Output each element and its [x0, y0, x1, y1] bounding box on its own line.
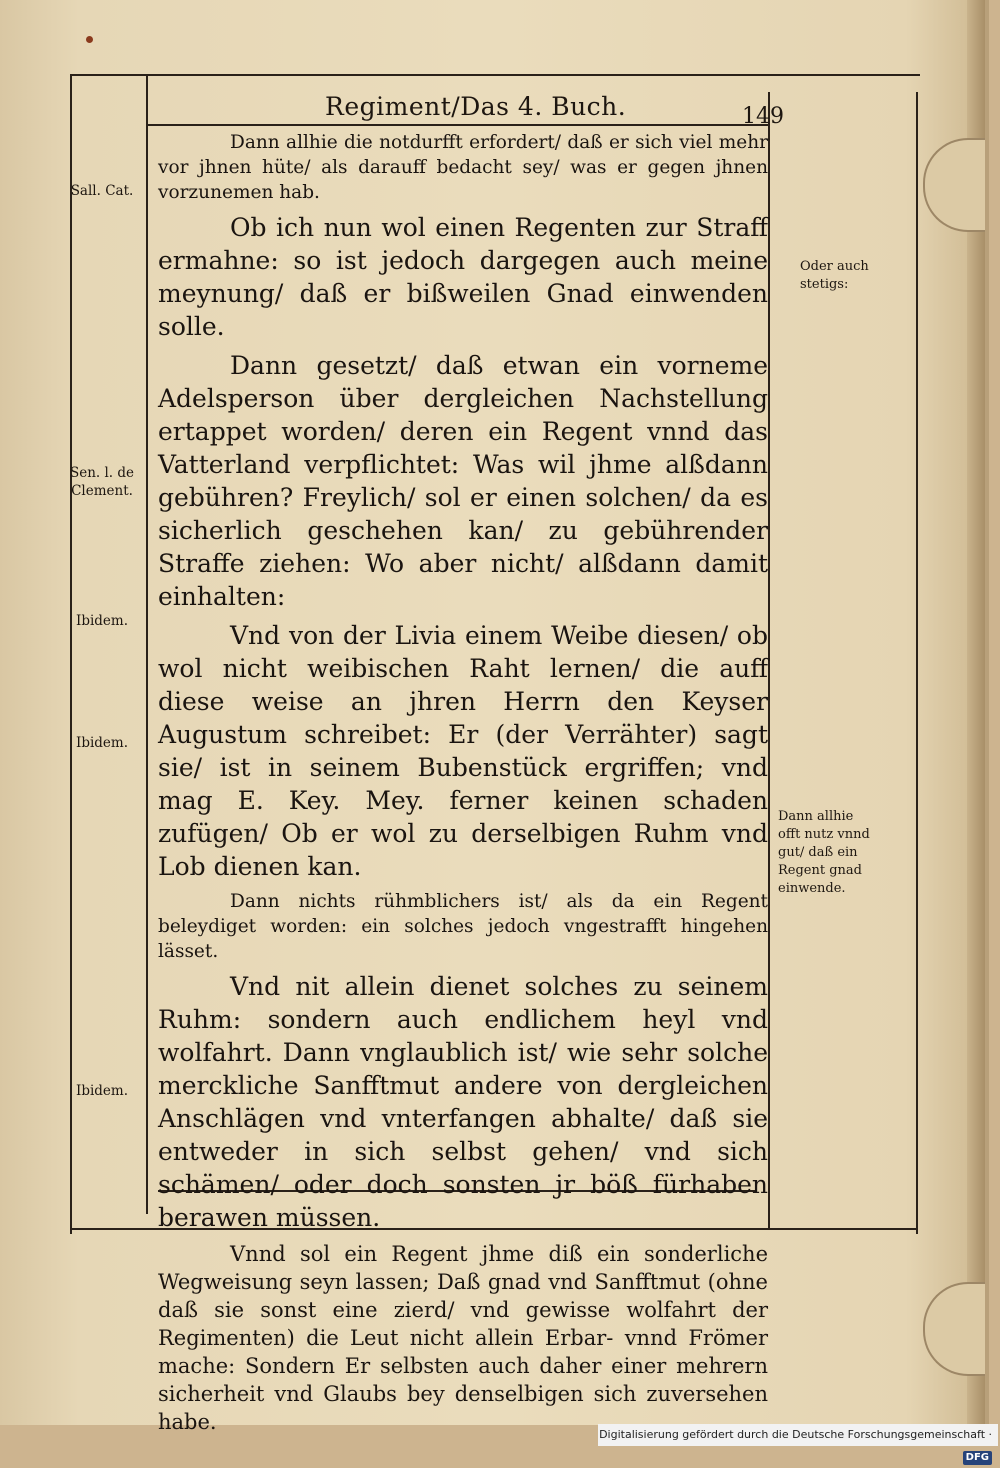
dfg-logo: DFG	[963, 1451, 992, 1465]
text-paragraph: Vnd nit allein dienet solches zu seinem Ruhm: sondern auch endlichem heyl vnd wolfahrt. Dann vnglaublich ist/ wie sehr solche merckliche Sanfftmut andere von dergleichen Anschlägen vnd vnterfangen abhalte/ daß sie entweder in sich selbst gehen/ vnd sich schämen/ oder doch sonsten jr böß fürhaben berawen müssen.	[158, 972, 768, 1232]
text-paragraph: Dann gesetzt/ daß etwan ein vorneme Adelsperson über dergleichen Nachstellung ertappet worden/ deren ein Regent vnnd das Vatterland verpflichtet: Was wil jhme alßdann gebühren? Freylich/ sol er einen solchen/ da es sicherlich geschehen kan/ zu gebührender Straffe ziehen: Wo aber nicht/ alßdann damit einhalten:	[158, 351, 768, 611]
right-margin-note: Dann allhie offt nutz vnnd gut/ daß ein Regent gnad einwende.	[778, 809, 870, 896]
right-margin-note: Oder auch stetigs:	[800, 259, 869, 292]
text-paragraph: Dann allhie die notdurfft erfordert/ daß er sich viel mehr vor jhnen hüte/ als darauff bedacht sey/ was er gegen jhnen vorzunemen hab.	[158, 132, 768, 203]
frame-left-rule	[70, 74, 72, 1234]
main-text-block	[158, 130, 768, 1442]
ink-spot	[86, 36, 93, 43]
text-paragraph: Dann nichts rühmblichers ist/ als da ein Regent beleydiget worden: ein solches jedoch vngestrafft hingehen lässet.	[158, 891, 768, 962]
header-rule	[146, 124, 770, 126]
page-number: 149	[742, 104, 784, 129]
page-tab-top	[923, 138, 985, 232]
text-paragraph: Ob ich nun wol einen Regenten zur Straff ermahne: so ist jedoch dargegen auch meine meynung/ daß er bißweilen Gnad einwenden solle.	[158, 213, 768, 341]
running-header: Regiment/Das 4. Buch.	[325, 92, 627, 121]
digitization-footer	[598, 1424, 998, 1463]
footer-text: Digitalisierung gefördert durch die Deutsche Forschungsgemeinschaft ·	[599, 1428, 992, 1441]
text-paragraph: Vnd von der Livia einem Weibe diesen/ ob wol nicht weibischen Raht lernen/ die auff diese weise an jhren Herrn den Keyser Augustum schreibet: Er (der Verrähter) sagt sie/ ist in seinem Bubenstück ergriffen; vnd mag E. Key. Mey. ferner keinen schaden zufügen/ Ob er wol zu derselbigen Ruhm vnd Lob dienen kan.	[158, 621, 768, 881]
frame-right-rule	[916, 92, 918, 1234]
left-margin-note: Sall. Cat.	[70, 183, 134, 199]
left-margin-note: Ibidem.	[75, 613, 129, 629]
text-paragraph: Vnnd sol ein Regent jhme diß ein sonderliche Wegweisung seyn lassen; Daß gnad vnd Sanfftmut (ohne daß sie sonst eine zierd/ vnd gewisse wolfahrt der Regimenten) die Leut nicht allein Erbar- vnnd Frömer mache: Sondern Er selbsten auch daher einer mehrern sicherheit vnd Glaubs bey denselbigen sich zuversehen habe.	[158, 1242, 768, 1434]
left-margin-note: Sen. l. de Clement.	[69, 465, 135, 499]
page-tab-bottom	[923, 1282, 985, 1376]
left-margin-note: Ibidem.	[75, 735, 129, 751]
inner-left-rule	[146, 76, 148, 1214]
left-margin-note: Ibidem.	[75, 1083, 129, 1099]
frame-top-rule	[70, 74, 920, 76]
inner-right-rule	[768, 92, 770, 1230]
